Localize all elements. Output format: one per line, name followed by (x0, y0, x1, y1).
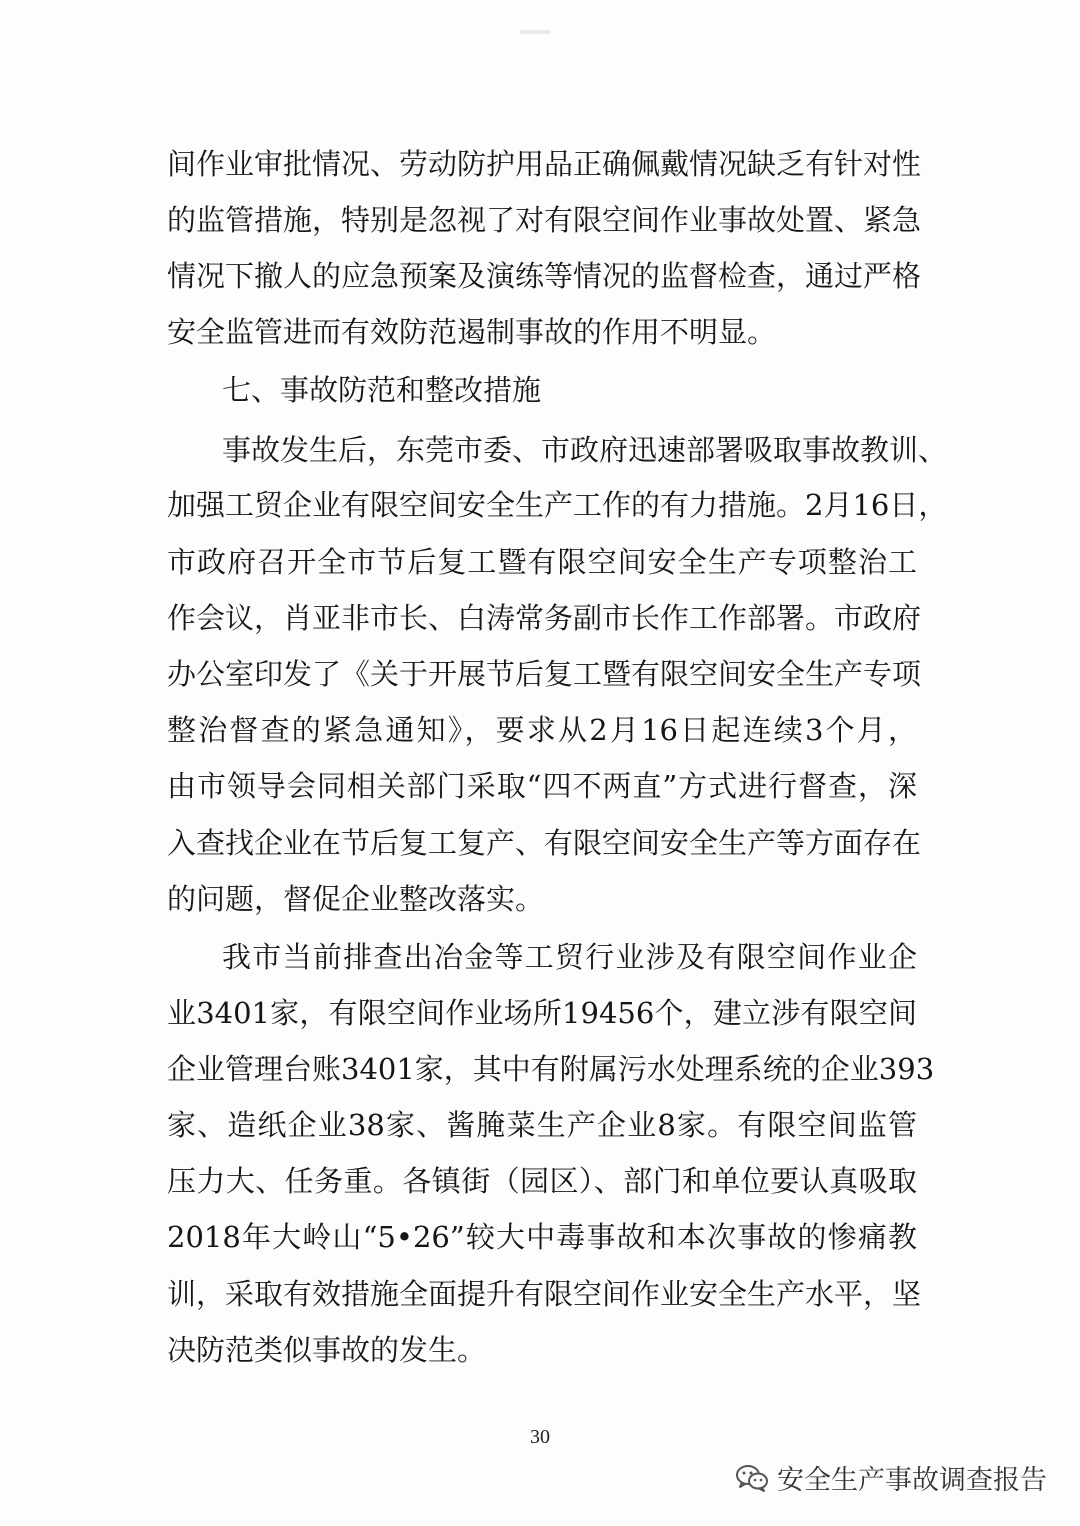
scan-speck (520, 30, 550, 34)
text-line: 间作业审批情况、劳动防护用品正确佩戴情况缺乏有针对性 (167, 147, 922, 181)
text-line: 由市领导会同相关部门采取“四不两直”方式进行督查，深 (167, 769, 917, 803)
text-line: 事故发生后，东莞市委、市政府迅速部署吸取事故教训、 (222, 433, 948, 467)
text-line: 市政府召开全市节后复工暨有限空间安全生产专项整治工 (167, 545, 917, 579)
text-line: 入查找企业在节后复工复产、有限空间安全生产等方面存在 (167, 826, 922, 860)
page-number: 30 (530, 1426, 550, 1448)
watermark-text: 安全生产事故调查报告 (777, 1465, 1047, 1496)
text-line: 企业管理台账3401家，其中有附属污水处理系统的企业393 (167, 1052, 935, 1086)
text-line: 安全监管进而有效防范遏制事故的作用不明显。 (167, 315, 777, 349)
text-line: 作会议，肖亚非市长、白涛常务副市长作工作部署。市政府 (167, 601, 922, 635)
text-line: 情况下撤人的应急预案及演练等情况的监督检查，通过严格 (167, 259, 922, 293)
wechat-icon (735, 1463, 769, 1493)
section-heading: 七、事故防范和整改措施 (222, 373, 542, 407)
text-line: 整治督查的紧急通知》，要求从2月16日起连续3个月， (167, 713, 917, 747)
text-line: 的问题，督促企业整改落实。 (167, 882, 545, 916)
text-line: 压力大、任务重。各镇街（园区）、部门和单位要认真吸取 (167, 1164, 917, 1198)
text-line: 2018年大岭山“5•26”较大中毒事故和本次事故的惨痛教 (167, 1220, 917, 1254)
text-line: 的监管措施，特别是忽视了对有限空间作业事故处置、紧急 (167, 203, 922, 237)
text-line: 加强工贸企业有限空间安全生产工作的有力措施。2月16日， (167, 488, 948, 522)
text-line: 业3401家，有限空间作业场所19456个，建立涉有限空间 (167, 996, 917, 1030)
text-line: 决防范类似事故的发生。 (167, 1333, 487, 1367)
watermark (735, 1458, 1047, 1497)
text-line: 训，采取有效措施全面提升有限空间作业安全生产水平，坚 (167, 1277, 922, 1311)
text-line: 家、造纸企业38家、酱腌菜生产企业8家。有限空间监管 (167, 1108, 917, 1142)
text-line: 办公室印发了《关于开展节后复工暨有限空间安全生产专项 (167, 657, 922, 691)
text-line: 我市当前排查出冶金等工贸行业涉及有限空间作业企 (222, 940, 917, 974)
